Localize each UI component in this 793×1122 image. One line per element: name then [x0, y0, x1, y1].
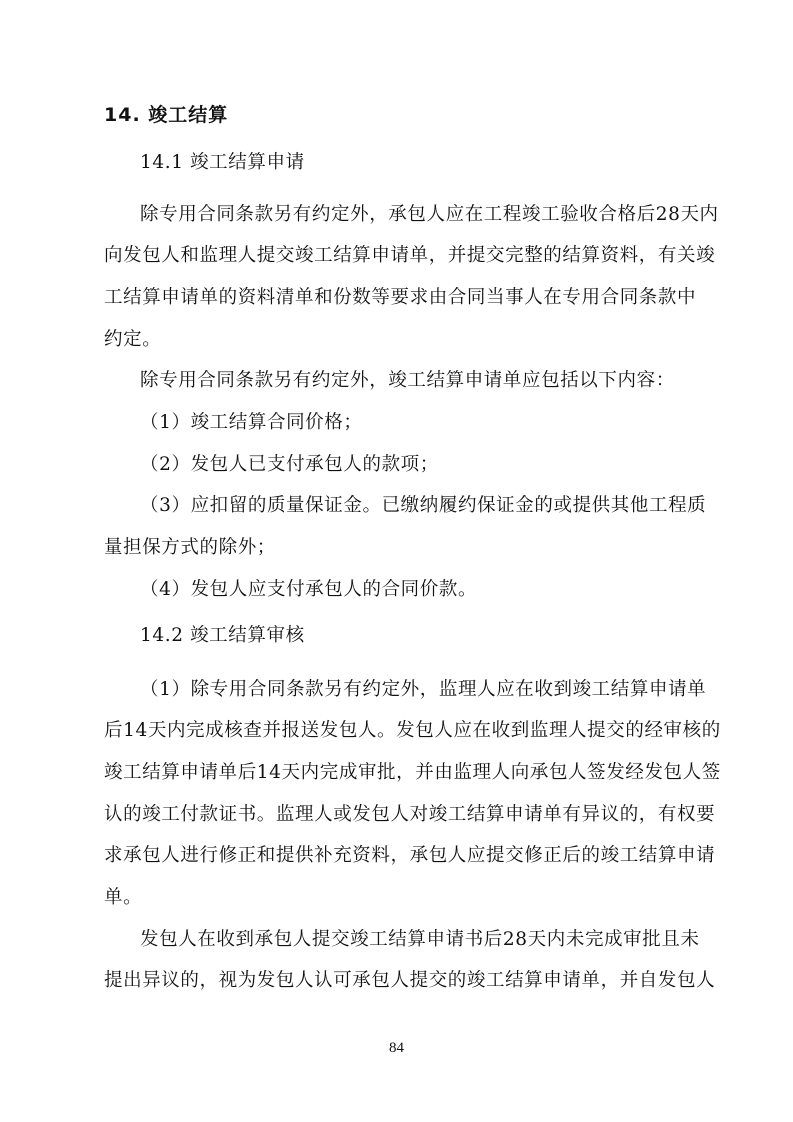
- list-item-continuation: 量担保方式的除外；: [104, 537, 276, 558]
- list-item: （4）发包人应支付承包人的合同价款。: [140, 579, 478, 600]
- list-item-continuation: 后14天内完成核查并报送发包人。发包人应在收到监理人提交的经审核的: [104, 720, 721, 741]
- list-item: （1）除专用合同条款另有约定外，监理人应在收到竣工结算申请单: [140, 679, 707, 700]
- page-number: 84: [389, 1040, 404, 1056]
- list-item-continuation: 单。: [104, 887, 143, 908]
- section-heading: 14. 竣工结算: [104, 104, 229, 126]
- list-item: （3）应扣留的质量保证金。已缴纳履约保证金的或提供其他工程质: [140, 495, 707, 516]
- subsection-title-14-1: 14.1 竣工结算申请: [140, 152, 305, 173]
- list-item: （2）发包人已支付承包人的款项；: [140, 454, 439, 475]
- list-item-continuation: 认的竣工付款证书。监理人或发包人对竣工结算申请单有异议的，有权要: [104, 804, 716, 825]
- paragraph-line: 除专用合同条款另有约定外，承包人应在工程竣工验收合格后28天内: [140, 204, 719, 225]
- paragraph-line: 提出异议的，视为发包人认可承包人提交的竣工结算申请单，并自发包人: [104, 970, 716, 991]
- list-item-continuation: 竣工结算申请单后14天内完成审批，并由监理人向承包人签发经发包人签: [104, 762, 721, 783]
- paragraph-line: 工结算申请单的资料清单和份数等要求由合同当事人在专用合同条款中: [104, 287, 697, 308]
- list-item-continuation: 求承包人进行修正和提供补充资料，承包人应提交修正后的竣工结算申请: [104, 845, 716, 866]
- paragraph-line: 约定。: [104, 329, 162, 350]
- paragraph-line: 向发包人和监理人提交竣工结算申请单，并提交完整的结算资料，有关竣: [104, 245, 716, 266]
- subsection-title-14-2: 14.2 竣工结算审核: [140, 625, 305, 646]
- paragraph-line: 发包人在收到承包人提交竣工结算申请书后28天内未完成审批且未: [140, 929, 700, 950]
- list-item: （1）竣工结算合同价格；: [140, 412, 363, 433]
- paragraph-line: 除专用合同条款另有约定外，竣工结算申请单应包括以下内容：: [140, 370, 675, 391]
